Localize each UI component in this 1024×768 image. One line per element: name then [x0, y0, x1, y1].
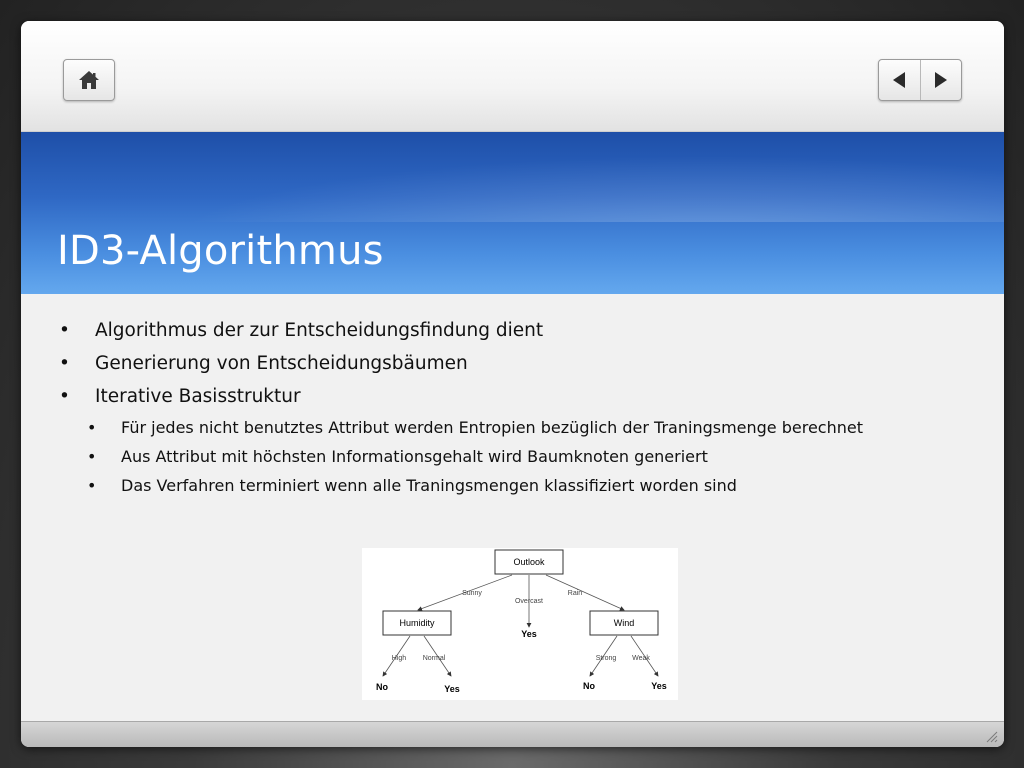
tree-leaf-high: No [376, 682, 388, 692]
tree-edge-rain [546, 575, 624, 610]
home-icon [78, 70, 100, 90]
tree-leaf-strong: No [583, 681, 595, 691]
title-band [21, 132, 1004, 294]
arrow-right-icon [933, 71, 949, 89]
slide-title: ID3-Algorithmus [57, 228, 384, 274]
tree-edge-label-high: High [391, 655, 407, 662]
tree-leaf-normal: Yes [444, 684, 460, 694]
tree-edge-label-normal: Normal [422, 655, 446, 662]
arrow-left-icon [891, 71, 907, 89]
tree-leaf-weak: Yes [651, 681, 667, 691]
tree-leaf-overcast: Yes [521, 629, 537, 639]
tree-edge-label-overcast: Overcast [514, 598, 544, 605]
bullet-glyph: • [59, 386, 70, 407]
next-slide-button[interactable] [920, 60, 962, 100]
bullet-text: Algorithmus der zur Entscheidungsfindung dient [95, 320, 544, 341]
home-button[interactable] [63, 59, 115, 101]
bullet-glyph: • [59, 320, 70, 341]
resize-grip-icon[interactable] [984, 729, 998, 743]
tree-node-root-label: Outlook [513, 557, 545, 567]
slide-navigation [878, 59, 962, 101]
bullet-item [57, 347, 863, 380]
bullet-text: Generierung von Entscheidungsbäumen [95, 353, 468, 374]
decision-tree-svg [362, 548, 678, 700]
tree-edge-label-rain: Rain [567, 590, 583, 597]
bullet-item [57, 314, 863, 347]
tree-edge-label-sunny: Sunny [462, 590, 482, 597]
bullet-glyph: • [87, 447, 97, 466]
bullet-text: Iterative Basisstruktur [95, 386, 301, 407]
bullet-list [57, 314, 863, 500]
sub-bullet-text: Das Verfahren terminiert wenn alle Traningsmengen klassifiziert worden sind [121, 476, 737, 495]
decision-tree-figure [362, 548, 678, 700]
slide [21, 21, 1004, 747]
tree-edge-label-weak: Weak [632, 655, 650, 662]
sub-bullet-text: Für jedes nicht benutztes Attribut werden Entropien bezüglich der Traningsmenge berechnet [121, 418, 863, 437]
sub-bullet-item [57, 442, 863, 471]
previous-slide-button[interactable] [879, 60, 920, 100]
sub-bullet-item [57, 471, 863, 500]
tree-edge-label-strong: Strong [595, 655, 617, 662]
tree-node-wind-label: Wind [613, 618, 635, 628]
bullet-glyph: • [87, 418, 97, 437]
bullet-glyph: • [59, 353, 70, 374]
bullet-glyph: • [87, 476, 97, 495]
top-toolbar [21, 21, 1004, 132]
bottom-bar [21, 721, 1004, 747]
tree-node-humidity-label: Humidity [399, 618, 435, 628]
slide-content [21, 294, 1004, 722]
bullet-item [57, 380, 863, 413]
sub-bullet-item [57, 413, 863, 442]
sub-bullet-text: Aus Attribut mit höchsten Informationsgehalt wird Baumknoten generiert [121, 447, 708, 466]
